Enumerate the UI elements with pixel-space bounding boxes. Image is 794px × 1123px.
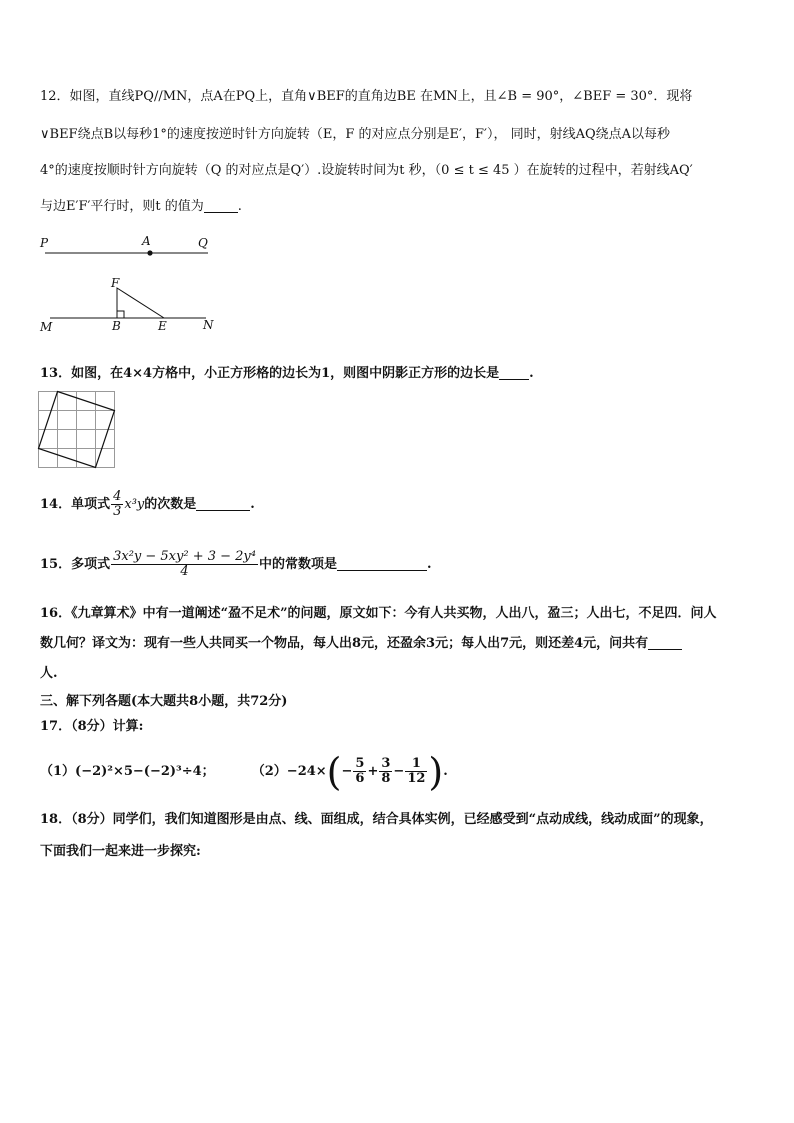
q17-parts bbox=[40, 749, 448, 794]
label-a: A bbox=[142, 234, 151, 248]
q14-end: . bbox=[250, 497, 255, 512]
q18-line-1: 18．（8分）同学们，我们知道图形是由点、线、面组成，结合具体实例，已经感受到“点动成线，线动成面”的现象， bbox=[40, 812, 713, 827]
q15-end: . bbox=[427, 557, 432, 572]
q13-end: . bbox=[529, 366, 534, 381]
q17-frac-3-den: 12 bbox=[407, 771, 426, 786]
q12-answer-blank bbox=[204, 198, 238, 213]
grid-lines bbox=[39, 392, 115, 468]
q13-line bbox=[40, 364, 534, 384]
q14-den: 3 bbox=[113, 504, 122, 519]
q14-pre: 14．单项式 bbox=[40, 497, 111, 512]
q16-line-2 bbox=[40, 634, 682, 654]
q12-line-4 bbox=[40, 197, 242, 217]
q16-line-1: 16．《九章算术》中有一道阐述“盈不足术”的问题，原文如下：今有人共买物，人出八，盈三；人出七，不足四．问人 bbox=[40, 606, 717, 621]
q17-minus: − bbox=[341, 764, 353, 779]
q17-frac-3 bbox=[405, 757, 427, 786]
label-n: N bbox=[203, 318, 214, 332]
label-b: B bbox=[112, 319, 121, 333]
q17-part-1: （1）(−2)²×5−(−2)³÷4； bbox=[40, 764, 215, 779]
q15-line bbox=[40, 550, 432, 580]
right-angle-mark bbox=[117, 311, 124, 318]
q16-line-3: 人. bbox=[40, 666, 58, 681]
label-f: F bbox=[111, 276, 120, 290]
q17-frac-3-num: 1 bbox=[405, 757, 427, 772]
q14-line bbox=[40, 490, 255, 520]
point-a bbox=[147, 250, 152, 255]
q12-line-2: ∨BEF绕点B以每秒1°的速度按逆时针方向旋转（E，F 的对应点分别是E′，F′）， 同时，射线AQ绕点A以每秒 bbox=[40, 127, 671, 142]
q15-fraction bbox=[111, 550, 258, 579]
q17-part-2-end: . bbox=[443, 764, 448, 779]
q17-frac-1-num: 5 bbox=[355, 756, 365, 771]
q13-grid-figure bbox=[37, 390, 117, 470]
q17-frac-2-den: 8 bbox=[381, 771, 391, 786]
label-p: P bbox=[40, 236, 49, 250]
label-m: M bbox=[40, 320, 53, 334]
q15-pre: 15．多项式 bbox=[40, 557, 111, 572]
q12-line-4-end: . bbox=[237, 199, 242, 214]
q13-answer-blank bbox=[499, 365, 529, 380]
q14-fraction bbox=[111, 490, 123, 519]
q12-figure bbox=[30, 230, 230, 340]
q14-post: 的次数是 bbox=[144, 497, 197, 512]
q14-answer-blank bbox=[196, 496, 250, 511]
q17-frac-1 bbox=[353, 757, 366, 786]
q17-plus: + bbox=[367, 764, 379, 779]
q17-frac-2-num: 3 bbox=[381, 756, 391, 771]
q12-line-3: 4°的速度按顺时针方向旋转（Q 的对应点是Q′）.设旋转时间为t 秒，（0 ≤ t ≤ 45 ）在旋转的过程中，若射线AQ′ bbox=[40, 163, 693, 178]
q15-den: 4 bbox=[180, 564, 189, 579]
q18-line-2: 下面我们一起来进一步探究: bbox=[40, 844, 201, 859]
q16-line-2-text: 数几何？译文为：现有一些人共同买一个物品，每人出8元，还盈余3元；每人出7元，则还差4元，问共有 bbox=[40, 636, 649, 651]
section-3-heading: 三、解下列各题(本大题共8小题，共72分) bbox=[40, 694, 288, 709]
q16-answer-blank bbox=[648, 635, 682, 650]
q14-expr: x³y bbox=[124, 497, 145, 512]
q15-answer-blank bbox=[337, 556, 427, 571]
q17-part-2-pre: （2）−24× bbox=[251, 764, 327, 779]
label-e: E bbox=[158, 319, 167, 333]
q17-right-paren: ) bbox=[428, 749, 444, 794]
q15-num: 3x²y − 5xy² + 3 − 2y⁴ bbox=[113, 549, 256, 564]
label-q: Q bbox=[198, 236, 208, 250]
q13-text: 13．如图，在4×4方格中，小正方形格的边长为1，则图中阴影正方形的边长是 bbox=[40, 366, 500, 381]
q15-post: 中的常数项是 bbox=[258, 557, 337, 572]
q17-heading: 17．（8分）计算: bbox=[40, 719, 144, 734]
q14-num: 4 bbox=[113, 489, 122, 504]
q17-left-paren: ( bbox=[326, 749, 342, 794]
q17-minus-2: − bbox=[393, 764, 405, 779]
q17-frac-1-den: 6 bbox=[355, 771, 365, 786]
q12-line-1: 12．如图，直线PQ//MN，点A在PQ上，直角∨BEF的直角边BE 在MN上，且∠B = 90°，∠BEF = 30°．现将 bbox=[40, 89, 693, 104]
q12-line-4-text: 与边E′F′平行时，则t 的值为 bbox=[40, 199, 204, 214]
q17-frac-2 bbox=[379, 757, 392, 786]
